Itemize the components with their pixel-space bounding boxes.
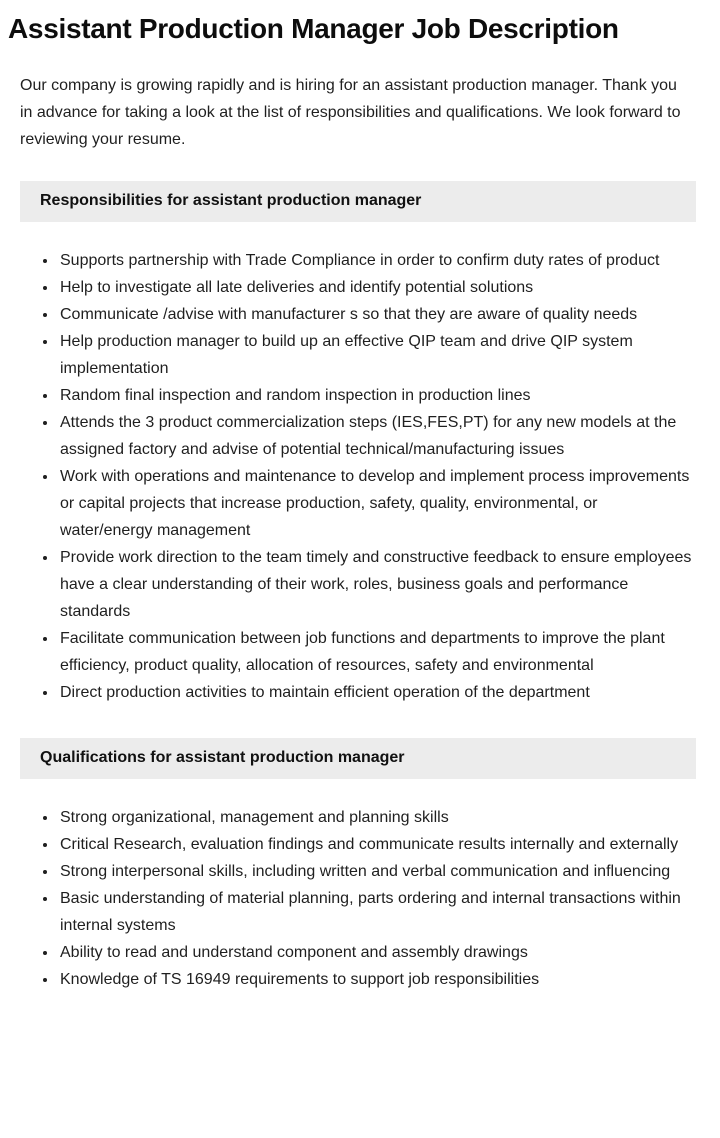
list-item: • Attends the 3 product commercialization steps (IES,FES,PT) for any new models at the assigned factory and advise of potential technical/manufacturing issues — [58, 409, 692, 463]
list-item: • Help production manager to build up an effective QIP team and drive QIP system implementation — [58, 328, 692, 382]
list-item: • Work with operations and maintenance to develop and implement process improvements or capital projects that increase production, safety, quality, environmental, or water/energy management — [58, 463, 692, 544]
intro-paragraph: Our company is growing rapidly and is hiring for an assistant production manager. Thank you in advance for taking a look at the list of responsibilities and qualifications. We look forward to reviewing your resume. — [20, 76, 681, 148]
list-item: • Communicate /advise with manufacturer s so that they are aware of quality needs — [58, 301, 692, 328]
list-item: • Basic understanding of material planning, parts ordering and internal transactions within internal systems — [58, 885, 692, 939]
qualifications-list — [20, 804, 692, 993]
list-item: • Critical Research, evaluation findings and communicate results internally and externally — [58, 831, 692, 858]
list-item: • Help to investigate all late deliveries and identify potential solutions — [58, 274, 692, 301]
responsibilities-heading: Responsibilities for assistant production manager — [20, 181, 696, 222]
qualifications-section — [0, 738, 720, 993]
list-item: • Ability to read and understand component and assembly drawings — [58, 939, 692, 966]
page-title: Assistant Production Manager Job Description — [8, 13, 619, 44]
list-item: • Knowledge of TS 16949 requirements to support job responsibilities — [58, 966, 692, 993]
list-item: • Facilitate communication between job functions and departments to improve the plant efficiency, product quality, allocation of resources, safety and environmental — [58, 625, 692, 679]
responsibilities-list — [20, 247, 692, 706]
list-item: • Provide work direction to the team timely and constructive feedback to ensure employees have a clear understanding of their work, roles, business goals and performance standards — [58, 544, 692, 625]
list-item: • Direct production activities to maintain efficient operation of the department — [58, 679, 692, 706]
qualifications-heading: Qualifications for assistant production manager — [20, 738, 696, 779]
list-item: • Random final inspection and random inspection in production lines — [58, 382, 692, 409]
list-item: • Strong organizational, management and planning skills — [58, 804, 692, 831]
responsibilities-section — [0, 181, 720, 706]
list-item: • Strong interpersonal skills, including written and verbal communication and influencing — [58, 858, 692, 885]
list-item: • Supports partnership with Trade Compliance in order to confirm duty rates of product — [58, 247, 692, 274]
